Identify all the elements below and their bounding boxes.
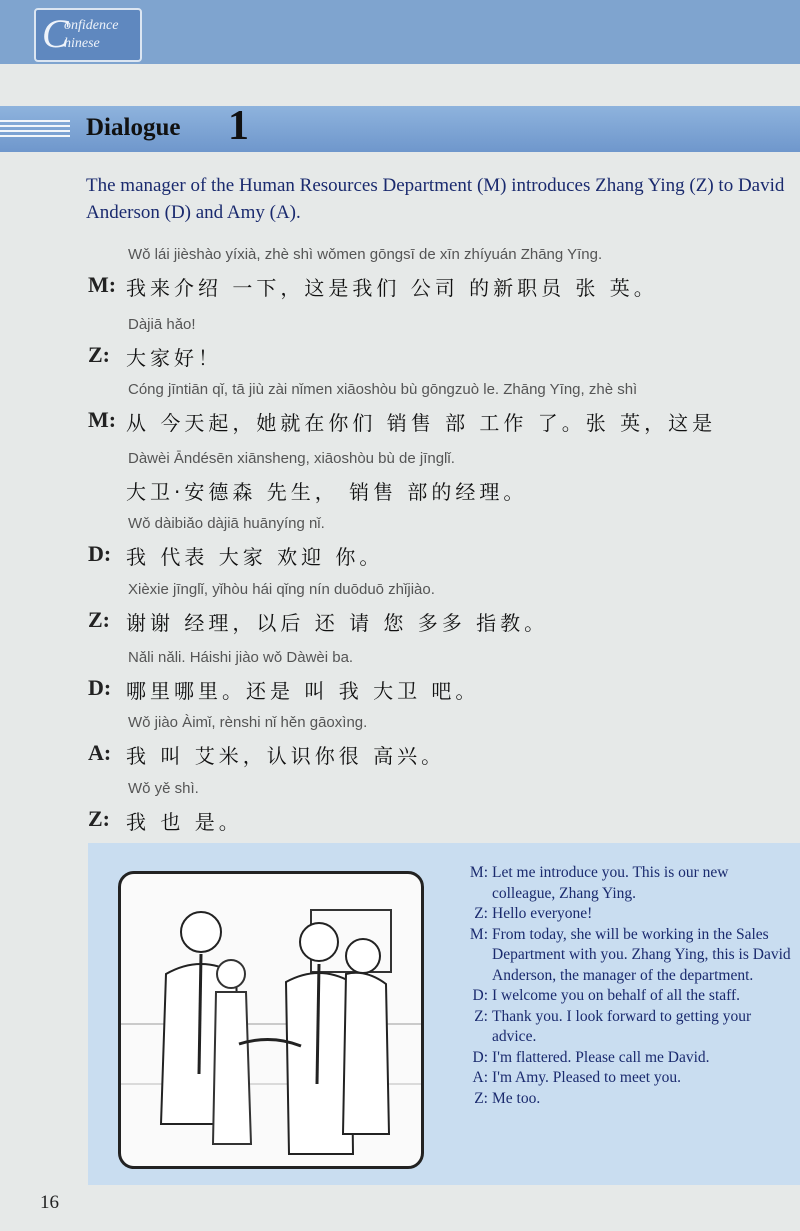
pinyin: Nǎli nǎli. Háishi jiào wǒ Dàwèi ba. [128,649,354,666]
translation-panel [88,843,800,1185]
logo-initial: C [42,11,69,56]
pinyin: Dàwèi Āndésēn xiānsheng, xiāoshòu bù de jīnglǐ. [128,450,455,467]
pinyin: Cóng jīntiān qǐ, tā jiù zài nǐmen xiāoshòu bù gōngzuò le. Zhāng Yīng, zhè shì [128,381,638,398]
translation-text: Thank you. I look forward to getting your advice. [492,1007,752,1045]
translation-text: I welcome you on behalf of all the staff. [492,987,741,1004]
translation-row [464,904,794,925]
speaker-label: M: [469,925,488,943]
hanzi: 我 代表 大家 欢迎 你。 [126,545,384,569]
pinyin: Wǒ yě shì. [128,780,199,797]
speaker-label: M: [88,407,117,432]
section-title-bar [0,103,800,152]
translation-text: From today, she will be working in the Sales Department with you. Zhang Ying, this is David Anderson, the manager of the department. [492,925,791,984]
title-bar-stripes [0,120,70,138]
hanzi: 哪里哪里。还是 叫 我 大卫 吧。 [126,679,480,703]
translation-text: Let me introduce you. This is our new colleague, Zhang Ying. [492,864,729,902]
logo-line-2: hinese [64,36,100,51]
header-band [0,0,800,64]
translation-row [464,1068,794,1089]
page-number: 16 [40,1192,59,1213]
translation-row [464,1048,794,1069]
pinyin: Wǒ jiào Àimǐ, rènshi nǐ hěn gāoxìng. [128,714,368,731]
english-translation [464,863,794,1109]
hanzi: 谢谢 经理，以后 还 请 您 多多 指教。 [126,611,549,635]
translation-row [464,1089,794,1110]
hanzi: 我 叫 艾米，认识你很 高兴。 [126,744,446,768]
speaker-label: Z: [474,1007,488,1025]
translation-row [464,1007,794,1048]
speaker-label: Z: [88,342,110,367]
translation-row [464,925,794,987]
office-illustration [118,871,424,1169]
speaker-label: Z: [88,806,110,831]
hanzi: 我 也 是。 [126,810,243,834]
hanzi: 大家好！ [126,346,222,370]
speaker-label: Z: [474,905,488,922]
speaker-label: D: [472,1048,488,1066]
translation-row [464,863,794,904]
speaker-label: M: [88,272,117,297]
section-title: Dialogue [86,114,181,141]
translation-text: Me too. [492,1089,541,1107]
pinyin: Wǒ lái jièshào yíxià, zhè shì wǒmen gōngsī de xīn zhíyuán Zhāng Yīng. [128,246,603,263]
office-scene-drawing [121,874,421,1166]
pinyin: Dàjiā hǎo! [128,316,196,333]
translation-row [464,986,794,1007]
pinyin: Xièxie jīnglǐ, yǐhòu hái qǐng nín duōduō zhǐjiào. [128,581,435,598]
translation-text: I'm flattered. Please call me David. [492,1048,710,1066]
speaker-label: A: [472,1069,488,1086]
book-logo [34,8,142,62]
speaker-label: Z: [88,607,110,632]
speaker-label: D: [88,675,112,700]
speaker-label: D: [472,987,488,1004]
speaker-label: D: [88,541,112,566]
pinyin: Wǒ dàibiǎo dàjiā huānyíng nǐ. [128,515,325,532]
dialogue-intro: The manager of the Human Resources Department (M) introduces Zhang Ying (Z) to David Anderson (D) and Amy (A). [86,175,785,223]
speaker-label: M: [469,864,488,881]
translation-text: I'm Amy. Pleased to meet you. [492,1069,682,1086]
hanzi: 从 今天起，她就在你们 销售 部 工作 了。张 英，这是 [126,411,717,435]
speaker-label: Z: [474,1089,488,1107]
logo-line-1: onfidence [64,18,119,33]
hanzi: 大卫·安德森 先生， 销售 部的经理。 [126,480,528,504]
section-number: 1 [228,103,249,149]
translation-text: Hello everyone! [492,905,593,922]
hanzi: 我来介绍 一下，这是我们 公司 的新职员 张 英。 [126,276,658,300]
speaker-label: A: [88,740,112,765]
